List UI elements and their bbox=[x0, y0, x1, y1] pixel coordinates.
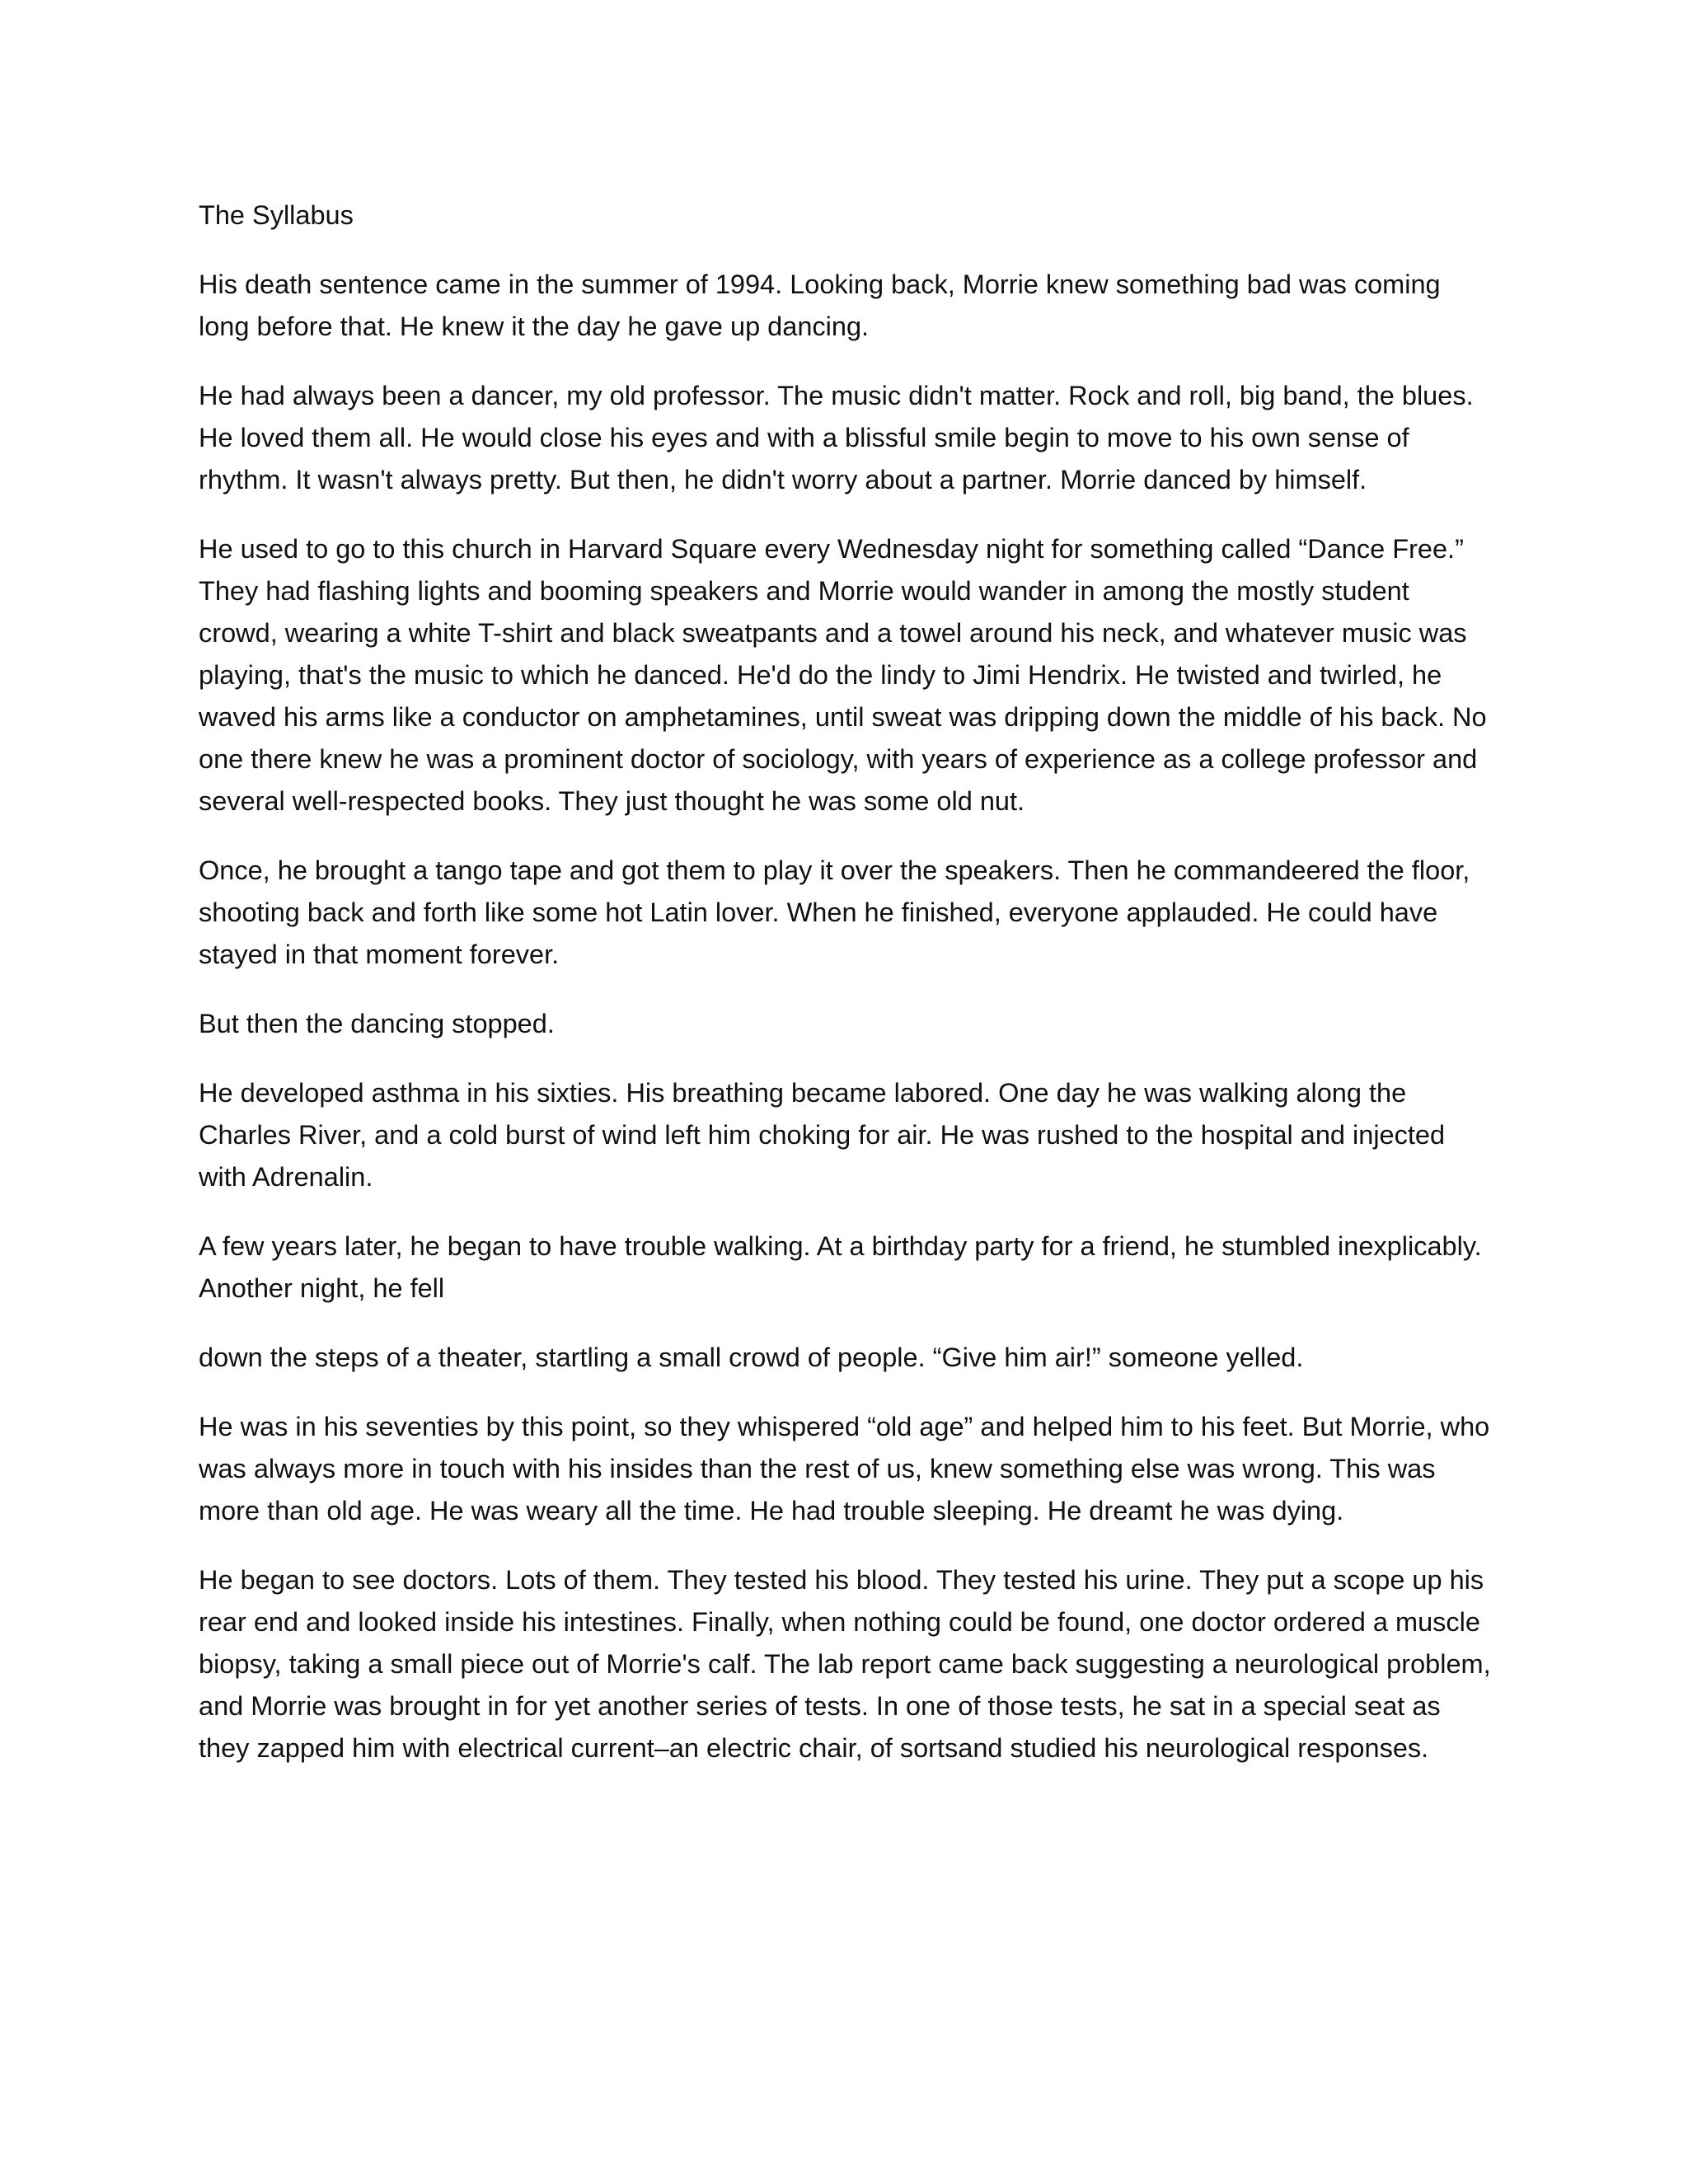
document-page bbox=[199, 194, 1493, 1797]
paragraph-1: His death sentence came in the summer of 1994. Looking back, Morrie knew something bad was coming long before that. He knew it the day he gave up dancing. bbox=[199, 269, 1441, 341]
paragraph-9: He was in his seventies by this point, so they whispered “old age” and helped him to his feet. But Morrie, who was always more in touch with his insides than the rest of us, knew something else was wrong. This was more than old age. He was weary all the time. He had trouble sleeping. He dreamt he was dying. bbox=[199, 1412, 1490, 1526]
paragraph-7: A few years later, he began to have trouble walking. At a birthday party for a friend, he stumbled inexplicably. Another night, he fell bbox=[199, 1231, 1482, 1303]
paragraph-8: down the steps of a theater, startling a small crowd of people. “Give him air!” someone yelled. bbox=[199, 1343, 1304, 1372]
paragraph-3: He used to go to this church in Harvard Square every Wednesday night for something called “Dance Free.” They had flashing lights and booming speakers and Morrie would wander in among the mostly student crowd, wearing a white T-shirt and black sweatpants and a towel around his neck, and whatever music was playing, that's the music to which he danced. He'd do the lindy to Jimi Hendrix. He twisted and twirled, he waved his arms like a conductor on amphetamines, until sweat was dripping down the middle of his back. No one there knew he was a prominent doctor of sociology, with years of experience as a college professor and several well-respected books. They just thought he was some old nut. bbox=[199, 534, 1487, 816]
paragraph-6: He developed asthma in his sixties. His breathing became labored. One day he was walking along the Charles River, and a cold burst of wind left him choking for air. He was rushed to the hospital and injected with Adrenalin. bbox=[199, 1078, 1446, 1192]
paragraph-10: He began to see doctors. Lots of them. They tested his blood. They tested his urine. They put a scope up his rear end and looked inside his intestines. Finally, when nothing could be found, one doctor ordered a muscle biopsy, taking a small piece out of Morrie's calf. The lab report came back suggesting a neurological problem, and Morrie was brought in for yet another series of tests. In one of those tests, he sat in a special seat as they zapped him with electrical current–an electric chair, of sortsand studied his neurological responses. bbox=[199, 1565, 1491, 1763]
paragraph-2: He had always been a dancer, my old professor. The music didn't matter. Rock and roll, big band, the blues. He loved them all. He would close his eyes and with a blissful smile begin to move to his own sense of rhythm. It wasn't always pretty. But then, he didn't worry about a partner. Morrie danced by himself. bbox=[199, 381, 1474, 494]
section-title: The Syllabus bbox=[199, 200, 354, 230]
paragraph-4: Once, he brought a tango tape and got them to play it over the speakers. Then he commandeered the floor, shooting back and forth like some hot Latin lover. When he finished, everyone applauded. He could have stayed in that moment forever. bbox=[199, 855, 1470, 969]
paragraph-5: But then the dancing stopped. bbox=[199, 1009, 555, 1038]
